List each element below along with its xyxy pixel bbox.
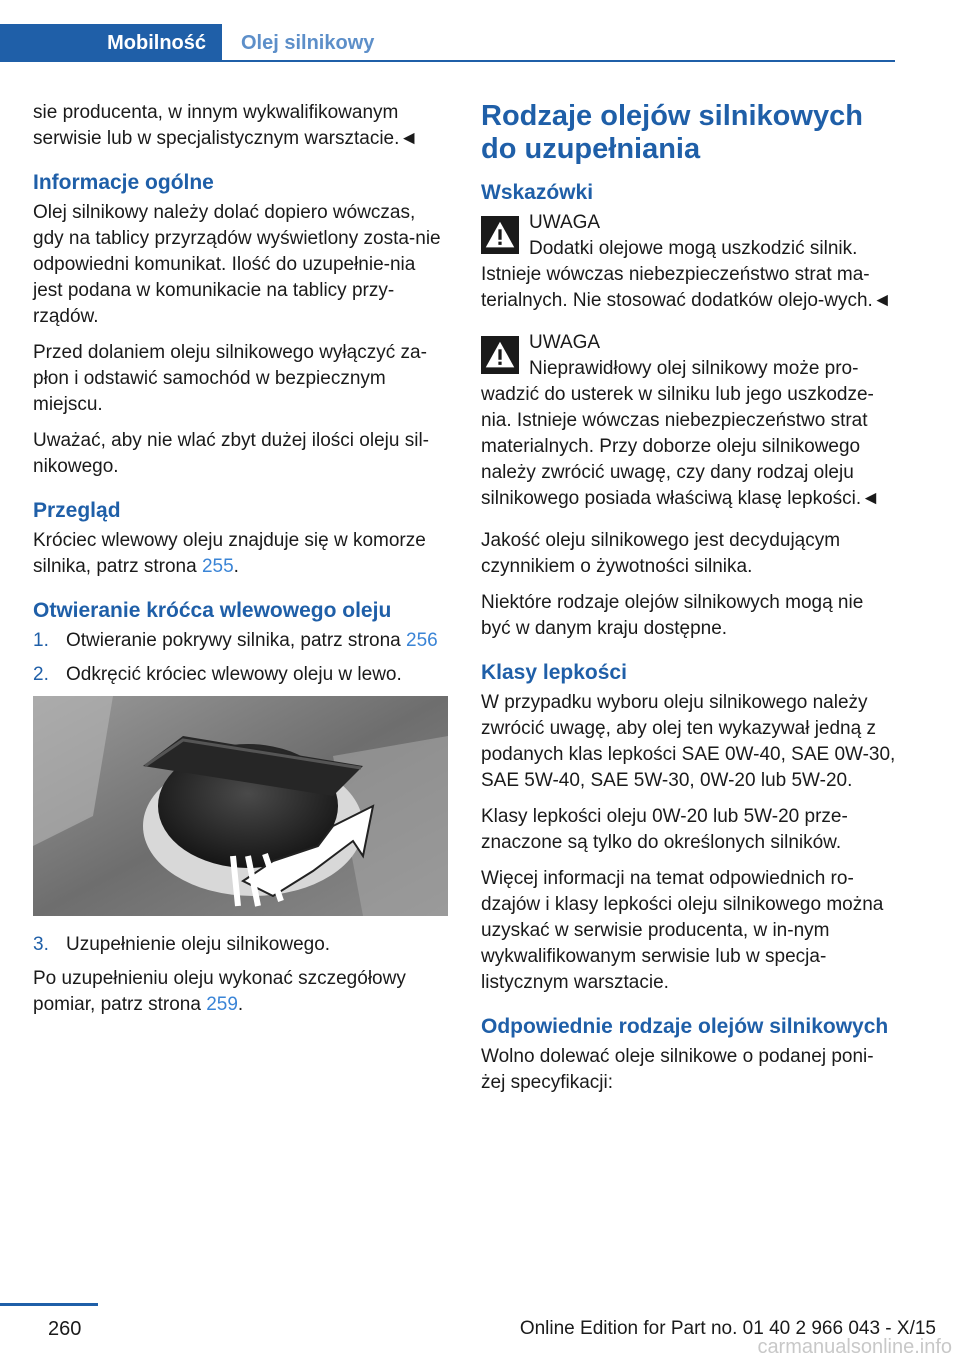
- general-heading: Informacje ogólne: [33, 171, 214, 194]
- viscosity-paragraph-1: W przypadku wyboru oleju silnikowego należy zwrócić uwagę, aby olej ten wykazywał jedną z podanych klas lepkości SAE 0W-40, SAE 0W-30, SAE 5W-40, SAE 5W-30, 0W-20 lub 5W-20.: [481, 692, 896, 791]
- step-text: Odkręcić króciec wlewowy oleju w lewo.: [66, 664, 402, 685]
- list-item: [33, 662, 448, 688]
- step-number: 2.: [33, 664, 49, 685]
- suitable-oils-heading: Odpowiednie rodzaje olejów silnikowych: [481, 1015, 889, 1038]
- section-tab-mobility[interactable]: [0, 24, 222, 62]
- section-tab-label: Olej silnikowy: [241, 31, 375, 54]
- left-column: [33, 100, 448, 1028]
- overview-end: .: [233, 556, 239, 577]
- warning-triangle-icon: [481, 336, 519, 374]
- step-text: [66, 628, 438, 654]
- section-tab-label: Mobilność: [107, 31, 206, 54]
- page-link-256[interactable]: 256: [406, 630, 438, 651]
- after-paragraph: [33, 966, 448, 1018]
- section-tab-engine-oil[interactable]: [241, 24, 374, 62]
- oil-filler-cap-photo: [33, 696, 448, 916]
- warning-label: UWAGA: [529, 332, 601, 353]
- warning-block-1: [481, 210, 896, 314]
- viscosity-heading: Klasy lepkości: [481, 661, 627, 684]
- general-paragraph-1: Olej silnikowy należy dolać dopiero wówczas, gdy na tablicy przyrządów wyświetlony zosta-nie odpowiedni komunikat. Ilość do uzupełnie-nia jest podana w komunikacie na tablicy przy-rządów.: [33, 202, 441, 327]
- list-item: [33, 628, 448, 654]
- page-number: 260: [48, 1318, 82, 1340]
- general-paragraph-2: Przed dolaniem oleju silnikowego wyłączyć za-płon i odstawić samochód w bezpiecznym miejscu.: [33, 342, 427, 415]
- warning-label-group: [529, 210, 857, 262]
- warning-block-2: [481, 330, 896, 512]
- overview-heading: Przegląd: [33, 499, 121, 522]
- warning-head: [481, 330, 896, 382]
- after-end: .: [237, 994, 244, 1015]
- watermark: carmanualsonline.info: [757, 1336, 952, 1358]
- step-number: 3.: [33, 934, 49, 955]
- intro-paragraph: sie producenta, w innym wykwalifikowanym serwisie lub w specjalistycznym warsztacie.◄: [33, 102, 419, 149]
- after-text: Po uzupełnieniu oleju wykonać szczegółowy pomiar, patrz strona: [33, 968, 406, 1015]
- step1-text: Otwieranie pokrywy silnika, patrz strona: [66, 630, 407, 651]
- quality-paragraph-1: Jakość oleju silnikowego jest decydującym czynnikiem o żywotności silnika.: [481, 530, 841, 577]
- page-link-255[interactable]: 255: [201, 556, 234, 577]
- general-paragraph-3: Uważać, aby nie wlać zbyt dużej ilości oleju sil-nikowego.: [33, 430, 429, 477]
- list-item: [33, 932, 448, 958]
- hints-heading: Wskazówki: [481, 181, 594, 204]
- section-title: Rodzaje olejów silnikowych do uzupełniania: [481, 100, 863, 165]
- viscosity-paragraph-2: Klasy lepkości oleju 0W-20 lub 5W-20 prze-znaczone są tylko do określonych silników.: [481, 806, 848, 853]
- overview-paragraph: [33, 528, 448, 580]
- overview-text: Króciec wlewowy oleju znajduje się w komorze silnika, patrz strona: [33, 530, 426, 577]
- page-link-259[interactable]: 259: [206, 994, 238, 1015]
- step-number: 1.: [33, 630, 49, 651]
- suitable-oils-paragraph: Wolno dolewać oleje silnikowe o podanej poni-żej specyfikacji:: [481, 1046, 874, 1093]
- right-column: [481, 100, 896, 1106]
- warning-first-line: Nieprawidłowy olej silnikowy może pro-: [529, 358, 859, 379]
- edition-note: Online Edition for Part no. 01 40 2 966 043 - X/15: [519, 1318, 936, 1339]
- warning-label: UWAGA: [529, 212, 601, 233]
- warning-triangle-icon: [481, 216, 519, 254]
- steps-list-continued: [33, 932, 448, 958]
- header-rule: [0, 60, 895, 62]
- warning-head: [481, 210, 896, 262]
- quality-paragraph-2: Niektóre rodzaje olejów silnikowych mogą nie być w danym kraju dostępne.: [481, 592, 864, 639]
- warning-label-group: [529, 330, 858, 382]
- steps-list: [33, 628, 448, 688]
- warning-text: Istnieje wówczas niebezpieczeństwo strat ma-terialnych. Nie stosować dodatków olejo-wych.◄: [481, 264, 892, 311]
- footer-rule: [0, 1303, 98, 1306]
- warning-text: wadzić do usterek w silniku lub jego uszkodze-nia. Istnieje wówczas niebezpieczeństwo strat materialnych. Przy doborze oleju silnikowego należy zwrócić uwagę, czy dany rodzaj oleju silnikowego posiada właściwą klasę lepkości.◄: [481, 384, 880, 509]
- viscosity-paragraph-3: Więcej informacji na temat odpowiednich ro-dzajów i klasy lepkości oleju silnikowego można uzyskać w serwisie producenta, w in-nym wykwalifikowanym serwisie lub w specja-listycznym warsztacie.: [481, 868, 884, 993]
- warning-first-line: Dodatki olejowe mogą uszkodzić silnik.: [529, 238, 858, 259]
- open-filler-heading: Otwieranie króćca wlewowego oleju: [33, 599, 392, 622]
- step-text: Uzupełnienie oleju silnikowego.: [66, 934, 331, 955]
